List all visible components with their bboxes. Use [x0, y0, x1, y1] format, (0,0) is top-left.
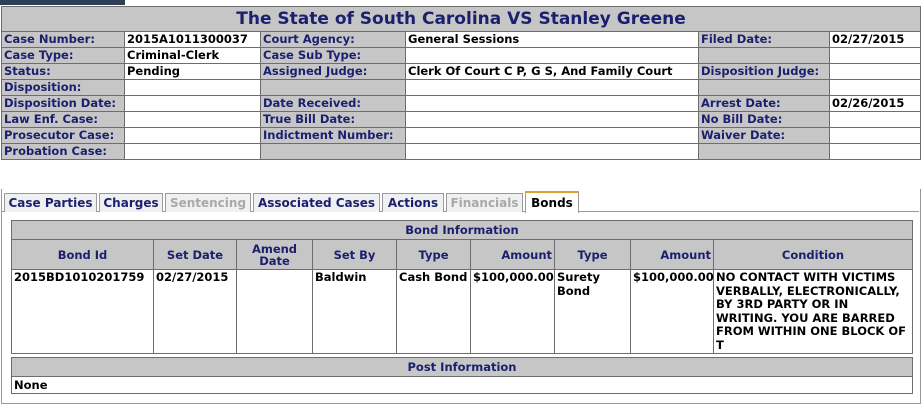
- bond-information-table: [11, 220, 913, 354]
- true-bill-date-label: True Bill Date:: [261, 112, 406, 128]
- probation-case-label: Probation Case:: [2, 144, 125, 160]
- assigned-judge-value: Clerk Of Court C P, G S, And Family Court: [406, 64, 699, 80]
- empty-value-cell: [830, 80, 921, 96]
- disposition-judge-label: Disposition Judge:: [699, 64, 830, 80]
- tab-charges[interactable]: Charges: [99, 193, 163, 212]
- indictment-number-value: [406, 128, 699, 144]
- disposition-date-label: Disposition Date:: [2, 96, 125, 112]
- post-information-value: None: [12, 377, 913, 394]
- case-sub-type-label: Case Sub Type:: [261, 48, 406, 64]
- indictment-number-label: Indictment Number:: [261, 128, 406, 144]
- waiver-date-label: Waiver Date:: [699, 128, 830, 144]
- true-bill-date-value: [406, 112, 699, 128]
- col-type: Type: [397, 240, 471, 270]
- col-bond-id: Bond Id: [12, 240, 154, 270]
- col-surety-amount: Amount: [631, 240, 714, 270]
- case-type-value: Criminal-Clerk: [125, 48, 261, 64]
- empty-label-cell: [261, 144, 406, 160]
- tab-sentencing: Sentencing: [165, 193, 251, 212]
- waiver-date-value: [830, 128, 921, 144]
- law-enf-case-value: [125, 112, 261, 128]
- empty-value-cell: [406, 80, 699, 96]
- surety-type-cell: Surety Bond: [555, 270, 631, 354]
- case-header-table: [1, 6, 921, 160]
- col-set-date: Set Date: [154, 240, 237, 270]
- case-number-label: Case Number:: [2, 32, 125, 48]
- case-number-value: 2015A1011300037: [125, 32, 261, 48]
- empty-value-cell: [830, 48, 921, 64]
- case-title: The State of South Carolina VS Stanley Greene: [2, 7, 921, 32]
- status-label: Status:: [2, 64, 125, 80]
- col-condition: Condition: [714, 240, 913, 270]
- tab-associated-cases[interactable]: Associated Cases: [253, 193, 380, 212]
- bond-id-cell: 2015BD1010201759: [12, 270, 154, 354]
- tab-bonds[interactable]: Bonds: [525, 191, 579, 213]
- date-received-label: Date Received:: [261, 96, 406, 112]
- empty-value-cell: [406, 144, 699, 160]
- empty-label-cell: [261, 80, 406, 96]
- post-information-table: [11, 357, 913, 394]
- set-by-cell: Baldwin: [313, 270, 397, 354]
- post-information-heading: Post Information: [12, 358, 913, 377]
- disposition-date-value: [125, 96, 261, 112]
- col-set-by: Set By: [313, 240, 397, 270]
- filed-date-label: Filed Date:: [699, 32, 830, 48]
- bond-information-heading: Bond Information: [12, 221, 913, 240]
- prosecutor-case-value: [125, 128, 261, 144]
- col-amend-date: Amend Date: [237, 240, 313, 270]
- disposition-judge-value: [830, 64, 921, 80]
- arrest-date-value: 02/26/2015: [830, 96, 921, 112]
- tab-actions[interactable]: Actions: [382, 193, 444, 212]
- case-sub-type-value: [406, 48, 699, 64]
- probation-case-value: [125, 144, 261, 160]
- type-cell: Cash Bond: [397, 270, 471, 354]
- status-value: Pending: [125, 64, 261, 80]
- empty-label-cell: [699, 80, 830, 96]
- court-agency-value: General Sessions: [406, 32, 699, 48]
- table-row: [12, 270, 913, 354]
- date-received-value: [406, 96, 699, 112]
- condition-cell: NO CONTACT WITH VICTIMS VERBALLY, ELECTRONICALLY, BY 3RD PARTY OR IN WRITING. YOU ARE BARRED FROM WITHIN ONE BLOCK OF T: [714, 270, 913, 354]
- disposition-label: Disposition:: [2, 80, 125, 96]
- amount-cell: $100,000.00: [471, 270, 555, 354]
- empty-label-cell: [699, 144, 830, 160]
- disposition-value: [125, 80, 261, 96]
- col-surety-type: Type: [555, 240, 631, 270]
- court-agency-label: Court Agency:: [261, 32, 406, 48]
- law-enf-case-label: Law Enf. Case:: [2, 112, 125, 128]
- col-amount: Amount: [471, 240, 555, 270]
- case-type-label: Case Type:: [2, 48, 125, 64]
- empty-label-cell: [699, 48, 830, 64]
- no-bill-date-value: [830, 112, 921, 128]
- set-date-cell: 02/27/2015: [154, 270, 237, 354]
- empty-value-cell: [830, 144, 921, 160]
- tab-case-parties[interactable]: Case Parties: [4, 193, 97, 212]
- tab-financials: Financials: [446, 193, 523, 212]
- filed-date-value: 02/27/2015: [830, 32, 921, 48]
- assigned-judge-label: Assigned Judge:: [261, 64, 406, 80]
- arrest-date-label: Arrest Date:: [699, 96, 830, 112]
- surety-amount-cell: $100,000.00: [631, 270, 714, 354]
- top-banner-strip: [0, 0, 125, 5]
- amend-date-cell: [237, 270, 313, 354]
- prosecutor-case-label: Prosecutor Case:: [2, 128, 125, 144]
- no-bill-date-label: No Bill Date:: [699, 112, 830, 128]
